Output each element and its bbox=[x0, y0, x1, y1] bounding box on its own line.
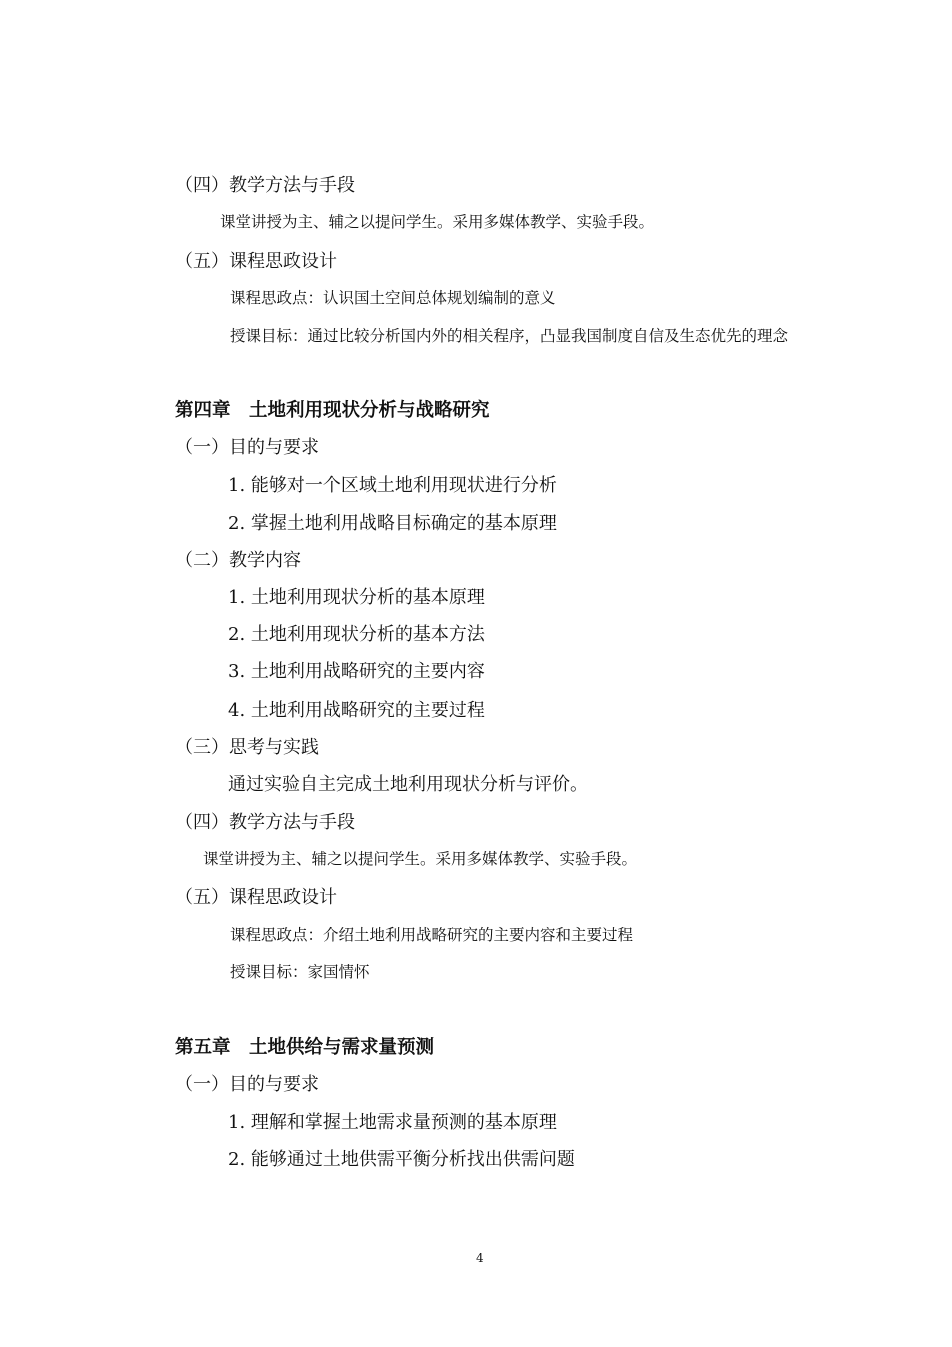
ch4-heading-content: （二）教学内容 bbox=[175, 550, 301, 571]
ch4-paragraph-teaching-methods: 课堂讲授为主、辅之以提问学生。采用多媒体教学、实验手段。 bbox=[203, 850, 638, 868]
ch4-content-item: 1. 土地利用现状分析的基本原理 bbox=[228, 587, 485, 608]
ch4-content-item: 3. 土地利用战略研究的主要内容 bbox=[228, 661, 485, 682]
page-number: 4 bbox=[476, 1251, 484, 1265]
ch4-heading-objectives: （一）目的与要求 bbox=[175, 437, 319, 458]
ch4-objective-item: 2. 掌握土地利用战略目标确定的基本原理 bbox=[228, 513, 557, 534]
chapter-5-title: 第五章 土地供给与需求量预测 bbox=[175, 1037, 435, 1058]
ch4-heading-practice: （三）思考与实践 bbox=[175, 737, 319, 758]
ch5-heading-objectives: （一）目的与要求 bbox=[175, 1074, 319, 1095]
heading-teaching-methods: （四）教学方法与手段 bbox=[175, 175, 355, 196]
ch4-objective-item: 1. 能够对一个区域土地利用现状进行分析 bbox=[228, 475, 557, 496]
paragraph-teaching-goal: 授课目标：通过比较分析国内外的相关程序，凸显我国制度自信及生态优先的理念 bbox=[230, 327, 789, 345]
paragraph-ideology-point: 课程思政点：认识国土空间总体规划编制的意义 bbox=[230, 289, 556, 307]
ch4-paragraph-teaching-goal: 授课目标：家国情怀 bbox=[230, 963, 370, 981]
paragraph-teaching-methods: 课堂讲授为主、辅之以提问学生。采用多媒体教学、实验手段。 bbox=[220, 213, 655, 231]
ch5-objective-item: 2. 能够通过土地供需平衡分析找出供需问题 bbox=[228, 1149, 575, 1170]
ch4-heading-ideology-design: （五）课程思政设计 bbox=[175, 887, 337, 908]
chapter-4-title: 第四章 土地利用现状分析与战略研究 bbox=[175, 400, 490, 421]
ch4-heading-teaching-methods: （四）教学方法与手段 bbox=[175, 812, 355, 833]
heading-ideology-design: （五）课程思政设计 bbox=[175, 251, 337, 272]
ch4-paragraph-practice: 通过实验自主完成土地利用现状分析与评价。 bbox=[228, 774, 588, 795]
ch4-content-item: 4. 土地利用战略研究的主要过程 bbox=[228, 700, 485, 721]
ch4-paragraph-ideology-point: 课程思政点：介绍土地利用战略研究的主要内容和主要过程 bbox=[230, 926, 634, 944]
ch4-content-item: 2. 土地利用现状分析的基本方法 bbox=[228, 624, 485, 645]
ch5-objective-item: 1. 理解和掌握土地需求量预测的基本原理 bbox=[228, 1112, 557, 1133]
